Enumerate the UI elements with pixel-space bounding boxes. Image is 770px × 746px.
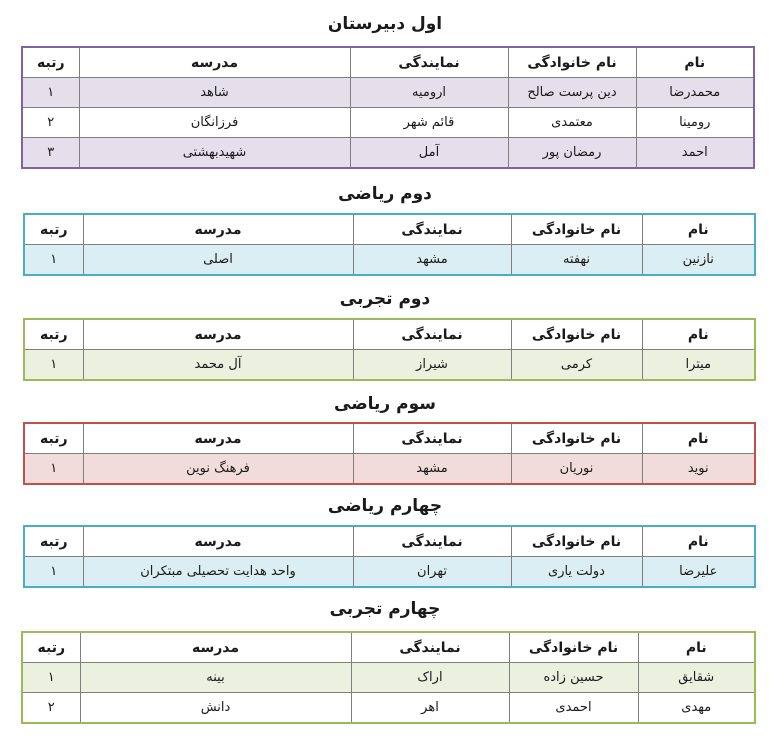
- header-rank: رتبه: [24, 319, 83, 350]
- cell-rank: ۳: [22, 138, 79, 169]
- cell-agency: قائم شهر: [350, 108, 508, 138]
- cell-name: میترا: [642, 350, 755, 381]
- header-row: [24, 214, 755, 245]
- cell-school: دانش: [80, 693, 351, 724]
- table-row: [22, 108, 754, 138]
- header-name: نام: [642, 214, 755, 245]
- table-grade4-exp: [21, 631, 756, 724]
- table-grade3-math: [23, 422, 756, 485]
- section-title-grade4-math: چهارم ریاضی: [327, 496, 443, 516]
- cell-family: دین پرست صالح: [508, 78, 636, 108]
- cell-school: اصلی: [83, 245, 353, 276]
- table-grade2-exp: [23, 318, 756, 381]
- cell-agency: تهران: [353, 557, 511, 588]
- table-row: [22, 78, 754, 108]
- header-name: نام: [642, 319, 755, 350]
- cell-rank: ۱: [22, 78, 79, 108]
- cell-family: نوریان: [511, 454, 642, 485]
- header-school: مدرسه: [79, 47, 350, 78]
- cell-name: شقایق: [638, 663, 755, 693]
- header-family: نام خانوادگی: [511, 526, 642, 557]
- header-name: نام: [642, 526, 755, 557]
- cell-family: کرمی: [511, 350, 642, 381]
- header-row: [22, 632, 755, 663]
- cell-family: حسین زاده: [509, 663, 638, 693]
- cell-name: نوید: [642, 454, 755, 485]
- header-school: مدرسه: [83, 526, 353, 557]
- cell-name: علیرضا: [642, 557, 755, 588]
- table-grade4-math: [23, 525, 756, 588]
- section-title-grade2-exp: دوم تجربی: [339, 289, 431, 309]
- header-row: [24, 423, 755, 454]
- cell-family: رمضان پور: [508, 138, 636, 169]
- section-title-grade4-exp: چهارم تجربی: [329, 599, 441, 619]
- header-family: نام خانوادگی: [511, 214, 642, 245]
- header-rank: رتبه: [22, 47, 79, 78]
- cell-rank: ۱: [24, 350, 83, 381]
- table-row: [22, 663, 755, 693]
- cell-family: دولت یاری: [511, 557, 642, 588]
- header-school: مدرسه: [80, 632, 351, 663]
- cell-family: نهفته: [511, 245, 642, 276]
- header-agency: نمایندگی: [353, 214, 511, 245]
- cell-family: احمدی: [509, 693, 638, 724]
- header-row: [24, 319, 755, 350]
- header-agency: نمایندگی: [353, 423, 511, 454]
- header-family: نام خانوادگی: [509, 632, 638, 663]
- cell-school: آل محمد: [83, 350, 353, 381]
- cell-rank: ۱: [22, 663, 80, 693]
- cell-school: فرزانگان: [79, 108, 350, 138]
- header-rank: رتبه: [24, 214, 83, 245]
- cell-rank: ۱: [24, 454, 83, 485]
- cell-school: فرهنگ نوین: [83, 454, 353, 485]
- section-title-grade3-math: سوم ریاضی: [334, 394, 436, 414]
- table-row: [24, 557, 755, 588]
- header-rank: رتبه: [24, 423, 83, 454]
- cell-agency: اهر: [351, 693, 509, 724]
- table-row: [24, 245, 755, 276]
- cell-agency: مشهد: [353, 245, 511, 276]
- table-row: [24, 350, 755, 381]
- cell-school: شاهد: [79, 78, 350, 108]
- cell-agency: اراک: [351, 663, 509, 693]
- cell-agency: آمل: [350, 138, 508, 169]
- header-agency: نمایندگی: [351, 632, 509, 663]
- header-rank: رتبه: [24, 526, 83, 557]
- header-agency: نمایندگی: [350, 47, 508, 78]
- table-row: [24, 454, 755, 485]
- cell-school: واحد هدایت تحصیلی مبتکران: [83, 557, 353, 588]
- table-grade2-math: [23, 213, 756, 276]
- cell-name: مهدی: [638, 693, 755, 724]
- cell-name: نازنین: [642, 245, 755, 276]
- header-row: [22, 47, 754, 78]
- table-grade1: [21, 46, 755, 169]
- cell-family: معتمدی: [508, 108, 636, 138]
- header-rank: رتبه: [22, 632, 80, 663]
- header-family: نام خانوادگی: [511, 423, 642, 454]
- section-title-grade2-math: دوم ریاضی: [338, 184, 432, 204]
- cell-agency: شیراز: [353, 350, 511, 381]
- header-family: نام خانوادگی: [508, 47, 636, 78]
- header-row: [24, 526, 755, 557]
- cell-agency: ارومیه: [350, 78, 508, 108]
- cell-rank: ۲: [22, 108, 79, 138]
- section-title-grade1: اول دبیرستان: [327, 14, 443, 34]
- header-name: نام: [636, 47, 754, 78]
- cell-rank: ۲: [22, 693, 80, 724]
- cell-name: احمد: [636, 138, 754, 169]
- header-agency: نمایندگی: [353, 319, 511, 350]
- header-school: مدرسه: [83, 423, 353, 454]
- cell-rank: ۱: [24, 245, 83, 276]
- header-family: نام خانوادگی: [511, 319, 642, 350]
- header-agency: نمایندگی: [353, 526, 511, 557]
- header-name: نام: [638, 632, 755, 663]
- header-school: مدرسه: [83, 214, 353, 245]
- header-school: مدرسه: [83, 319, 353, 350]
- cell-name: محمدرضا: [636, 78, 754, 108]
- cell-name: رومینا: [636, 108, 754, 138]
- table-row: [22, 693, 755, 724]
- table-row: [22, 138, 754, 169]
- cell-school: شهیدبهشتی: [79, 138, 350, 169]
- cell-rank: ۱: [24, 557, 83, 588]
- header-name: نام: [642, 423, 755, 454]
- cell-agency: مشهد: [353, 454, 511, 485]
- cell-school: بینه: [80, 663, 351, 693]
